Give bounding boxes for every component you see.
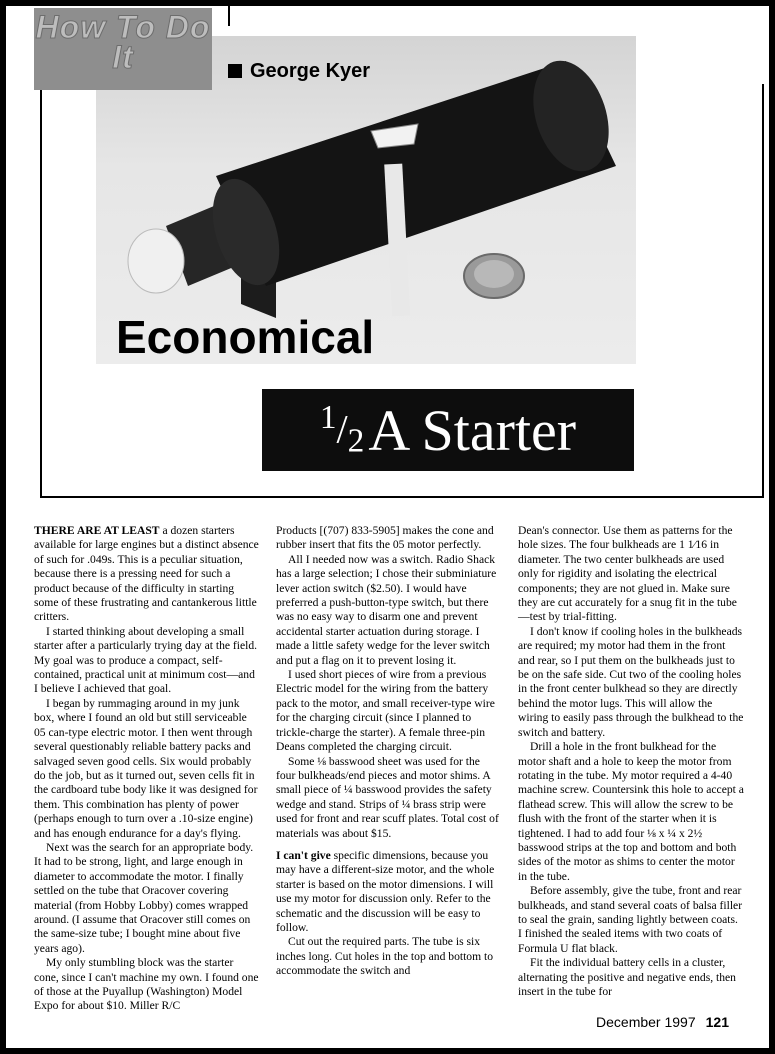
column-2 (276, 524, 502, 979)
paragraph: Products [(707) 833-5905] makes the cone and rubber insert that fits the 05 motor perfectly. (276, 524, 494, 552)
paragraph: I used short pieces of wire from a previous Electric model for the wiring from the battery pack to the motor, and small receiver-type wire for the charging circuit (since I planned to trickle-charge the starter). A female three-pin Deans completed the charging circuit. (276, 668, 495, 754)
lead-in: THERE ARE AT LEAST (34, 524, 160, 537)
paragraph-text: a dozen starters available for large engines but a distinct absence of such for .049s. This is a peculiar situation, because there is a pressing need for such a product because of the difficulty in starting some of these frustrating and cantankerous little critters. (34, 524, 259, 624)
headline-box (262, 389, 634, 471)
paragraph: Fit the individual battery cells in a cluster, alternating the positive and negative ends, then insert in the tube for (518, 956, 736, 998)
paragraph (276, 849, 502, 935)
paragraph: All I needed now was a switch. Radio Shack has a large selection; I chose their subminiature lever action switch ($2.50). I would have preferred a push-button-type switch, but there was no easy way to disarm one and prevent accidental starter actuation during storage. I made a little safety wedge for the lever switch and put a flag on it to prevent losing it. (276, 552, 497, 667)
paragraph: Dean's connector. Use them as patterns for the hole sizes. The four bulkheads are 1 1⁄16 in diameter. The two center bulkheads are used only for rigidity and isolating the electrical components; they are not glued in. Make sure they are cut accurately for a snug fit in the tube—test by trial-fitting. (518, 524, 737, 624)
section-label: How To Do It (35, 9, 211, 75)
fraction-numerator: 1 (319, 399, 337, 437)
paragraph: I started thinking about developing a small starter after a particularly trying day at the field. My goal was to produce a compact, self-contained, practical unit at minimum cost—and I believe I achieved that goal. (34, 624, 258, 696)
column-3 (518, 524, 744, 999)
author-name: George Kyer (250, 60, 371, 82)
headline-starter: A Starter (368, 397, 577, 463)
page-footer (596, 1014, 729, 1030)
fraction-denominator: 2 (347, 422, 365, 460)
lead-in: I can't give (276, 848, 331, 862)
headline-economical: Economical (116, 311, 375, 363)
frame-top-border (228, 6, 750, 26)
byline-square-icon (228, 64, 242, 78)
issue-date: December 1997 (596, 1014, 696, 1030)
paragraph: Some ⅛ basswood sheet was used for the four bulkheads/end pieces and motor shims. A small piece of ¼ basswood provides the safety wedge and stand. Strips of ¼ brass strip were used for front and rear scuff plates. Total cost of materials was about $15. (276, 754, 499, 840)
half-fraction: $^1/_2$ (319, 399, 365, 460)
paragraph: My only stumbling block was the starter cone, since I can't machine my own. I found one of those at the Puyallup (Washington) Model Expo for about $10. Miller R/C (34, 956, 259, 1013)
paragraph-text: specific dimensions, because you may have a different-size motor, and the whole starter is based on the motor dimensions. I will use my motor for discussion only. Refer to the schematic and the discussion will be easy to follow. (276, 848, 495, 934)
paragraph: Drill a hole in the front bulkhead for the motor shaft and a hole to keep the motor from rotating in the tube. My motor required a 4-40 machine screw. Countersink this hole to accept a flathead screw. This will allow the screw to be flush with the front of the starter when it is tightened. I had to add four ⅛ x ¼ x 2½ basswood strips at the top and bottom and both sides of the motor as shims to center the motor in the tube. (518, 740, 744, 883)
author-byline (228, 60, 370, 83)
paragraph: I don't know if cooling holes in the bulkheads are required; my motor had them in the front and rear, so I put them on the bulkheads just to be on the safe side. Cut two of the cooling holes in the front center bulkhead so they are directly behind the motor lugs. This will allow the wiring to easily pass through the bulkhead to the switch and battery. (518, 624, 744, 739)
paragraph: Cut out the required parts. The tube is six inches long. Cut holes in the top and bottom to accommodate the switch and (276, 935, 494, 978)
how-to-do-it-badge (34, 8, 212, 90)
column-1 (34, 524, 260, 1014)
paragraph (34, 524, 260, 625)
paragraph: Before assembly, give the tube, front and rear bulkheads, and stand several coats of balsa filler to seal the grain, sanding lightly between coats. I finished the sealed items with two coats of Formula U flat black. (518, 884, 743, 955)
paragraph: I began by rummaging around in my junk box, where I found an old but still serviceable 05 can-type electric motor. I then went through several questionably reliable battery packs and salvaged seven good cells. Six would probably do the job, but as it turned out, seven cells fit in the cardboard tube body like it was designed for them. This combination has plenty of power (perhaps enough to turn over a .10-size engine) and has enough endurance for a day's flying. (34, 696, 258, 840)
page-number: 121 (705, 1014, 729, 1030)
paragraph: Next was the search for an appropriate body. It had to be strong, light, and large enough in diameter to accommodate the motor. I finally settled on the tube that Oracover covering material (from Hobby Lobby) comes wrapped around. (I assume that Oracover still comes on the same-size tube; I bought mine about five years ago). (34, 840, 254, 955)
magazine-page (6, 6, 769, 1048)
